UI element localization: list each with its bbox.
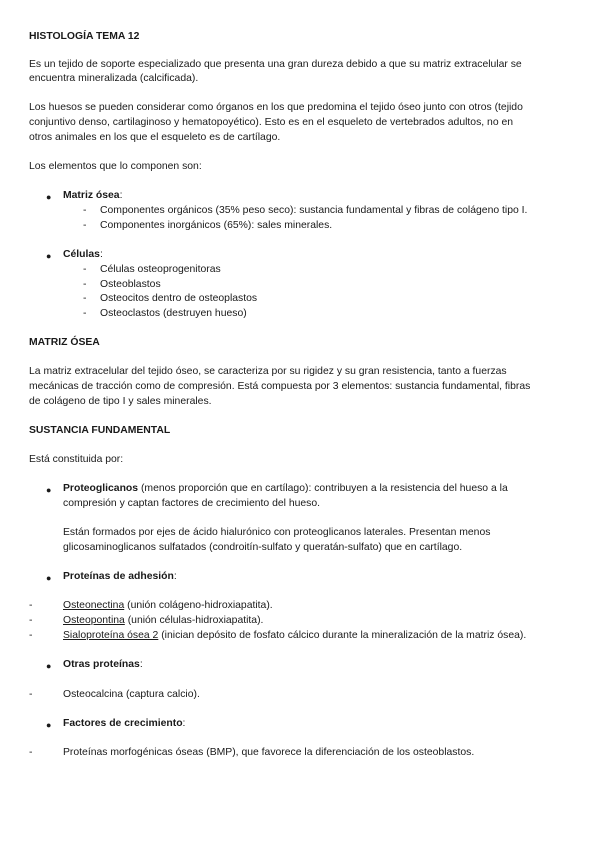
celulas-label: Células [63,249,100,260]
adhesion-item-3 [63,629,526,643]
matriz-suffix: : [119,190,123,201]
celulas-item-4: Osteoclastos (destruyen hueso) [100,308,247,319]
factores-suffix: : [182,718,186,729]
adhesion-bullet-text [63,570,177,584]
celulas-item-2: Osteoblastos [100,279,161,290]
factores-item: Proteínas morfogénicas óseas (BMP), que favorece la diferenciación de los osteoblastos. [63,747,475,758]
adhesion-item-2-rest: (unión células-hidroxiapatita). [124,615,264,626]
factores-bullet-text [63,717,185,731]
matriz-line-3: de colágeno de tipo I y sales minerales. [29,396,212,407]
intro-p2-line1: Los huesos se pueden considerar como órganos en los que predomina el tejido óseo junto con otros (tejido [29,102,523,113]
adhesion-dash-3: - [29,630,33,641]
adhesion-item-3-rest: (inician depósito de fosfato cálcico durante la mineralización de la matriz ósea). [158,630,527,641]
sustancia-intro: Está constituida por: [29,454,124,465]
celulas-item-3: Osteocitos dentro de osteoplastos [100,293,258,304]
otras-item: Osteocalcina (captura calcio). [63,689,200,700]
matriz-dash-1: - [83,205,87,216]
proteoglicanos-line-1 [63,482,508,496]
intro-p3: Los elementos que lo componen son: [29,161,202,172]
celulas-dash-3: - [83,293,87,304]
adhesion-item-1-name: Osteonectina [63,600,125,611]
otras-dash: - [29,689,33,700]
adhesion-item-3-name: Sialoproteína ósea 2 [63,630,159,641]
proteoglicanos-label: Proteoglicanos [63,483,139,494]
matriz-dash-2: - [83,220,87,231]
proteoglicanos-extra-1: Están formados por ejes de ácido hialurónico con proteoglicanos laterales. Presentan menos [63,527,491,538]
adhesion-dash-1: - [29,600,33,611]
matriz-line-1: La matriz extracelular del tejido óseo, se caracteriza por su rigidez y su gran resistencia, tanto a fuerzas [29,366,507,377]
factores-dash: - [29,747,33,758]
celulas-bullet-text [63,248,103,262]
proteoglicanos-line-2: compresión y captan factores de crecimiento del hueso. [63,498,321,509]
bullet-celulas: ● [46,251,52,261]
proteoglicanos-rest: (menos proporción que en cartílago): contribuyen a la resistencia del hueso a la [138,483,508,494]
otras-bullet-text [63,658,143,672]
proteoglicanos-extra-2: glicosaminoglicanos sulfatados (condroitín-sulfato y queratán-sulfato) que en cartílago. [63,542,463,553]
adhesion-dash-2: - [29,615,33,626]
intro-p1-line2: encuentra mineralizada (calcificada). [29,73,199,84]
matriz-heading: MATRIZ ÓSEA [29,337,100,348]
intro-p1-line1: Es un tejido de soporte especializado que presenta una gran dureza debido a que su matriz extracelular se [29,59,522,70]
document-title: HISTOLOGÍA TEMA 12 [29,31,140,42]
adhesion-item-1-rest: (unión colágeno-hidroxiapatita). [124,600,273,611]
adhesion-item-1 [63,599,273,613]
otras-label: Otras proteínas [63,659,140,670]
matriz-bullet-text [63,189,122,203]
bullet-adhesion: ● [46,573,52,583]
otras-suffix: : [139,659,143,670]
bullet-proteoglicanos: ● [46,485,52,495]
sustancia-heading: SUSTANCIA FUNDAMENTAL [29,425,171,436]
celulas-dash-2: - [83,279,87,290]
bullet-otras: ● [46,661,52,671]
adhesion-item-2 [63,614,263,628]
matriz-item-2: Componentes inorgánicos (65%): sales minerales. [100,220,333,231]
celulas-suffix: : [99,249,103,260]
celulas-item-1: Células osteoprogenitoras [100,264,221,275]
adhesion-suffix: : [173,571,177,582]
adhesion-item-2-name: Osteopontina [63,615,125,626]
intro-p2-line2: conjuntivo denso, cartilaginoso y hematopoyético). Esto es en el esqueleto de vertebrados adultos, no en [29,117,514,128]
intro-p2-line3: otros animales en los que el esqueleto es de cartílago. [29,132,281,143]
celulas-dash-4: - [83,308,87,319]
matriz-line-2: mecánicas de tracción como de compresión. Está compuesta por 3 elementos: sustancia fundamental, fibras [29,381,531,392]
matriz-label: Matriz ósea [63,190,120,201]
factores-label: Factores de crecimiento [63,718,183,729]
adhesion-label: Proteínas de adhesión [63,571,174,582]
matriz-item-1: Componentes orgánicos (35% peso seco): sustancia fundamental y fibras de colágeno tipo I. [100,205,528,216]
bullet-factores: ● [46,720,52,730]
celulas-dash-1: - [83,264,87,275]
bullet-matriz: ● [46,192,52,202]
